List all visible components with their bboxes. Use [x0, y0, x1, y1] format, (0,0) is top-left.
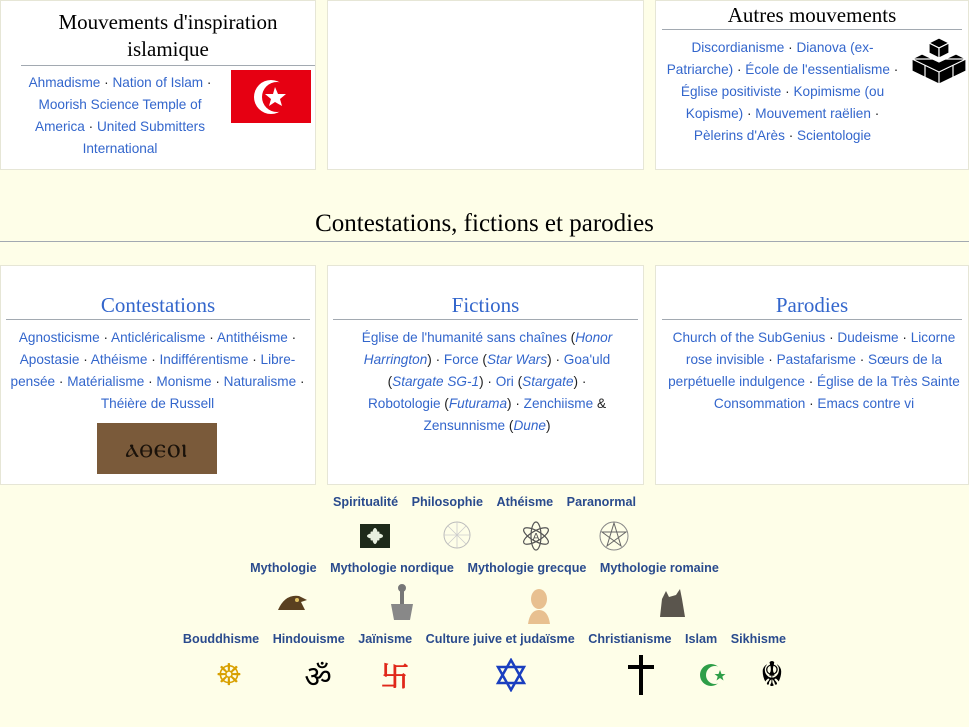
- link-zenchiisme[interactable]: Zenchiisme: [523, 396, 594, 411]
- link-scientologie[interactable]: Scientologie: [797, 128, 872, 143]
- star-of-david-icon[interactable]: [494, 658, 528, 692]
- link-apostasie[interactable]: Apostasie: [19, 352, 80, 367]
- link-agnosticisme[interactable]: Agnosticisme: [18, 330, 100, 345]
- contestations-links: Agnosticisme · Anticléricalisme · Antithéisme · Apostasie · Athéisme · Indifférentisme · Libre-pensée · Matérialisme · Monisme · Naturalisme · Théière de Russell: [10, 330, 305, 411]
- link-monisme[interactable]: Monisme: [156, 374, 212, 389]
- khanda-icon[interactable]: [754, 656, 790, 694]
- link-honor-harrington[interactable]: Honor Harrington: [363, 330, 613, 367]
- falcon-icon[interactable]: [275, 590, 309, 616]
- link-ecole-essentialisme[interactable]: École de l'essentialisme: [745, 62, 890, 77]
- link-indifferentisme[interactable]: Indifférentisme: [159, 352, 249, 367]
- portal-spiritualite[interactable]: Spiritualité: [333, 495, 399, 509]
- link-pelerins-ares[interactable]: Pèlerins d'Arès: [693, 128, 785, 143]
- greek-bust-icon[interactable]: [522, 586, 554, 624]
- om-icon[interactable]: [300, 658, 336, 695]
- portal-paranormal[interactable]: Paranormal: [566, 495, 636, 509]
- contestations-title[interactable]: Contestations: [6, 266, 310, 320]
- parodies-title[interactable]: Parodies: [662, 266, 962, 320]
- portal-bouddhisme[interactable]: Bouddhisme: [182, 632, 260, 646]
- link-zensunnisme[interactable]: Zensunnisme: [423, 418, 506, 433]
- portal-islam[interactable]: Islam: [685, 632, 718, 646]
- portal-mythologie-grecque[interactable]: Mythologie grecque: [467, 561, 587, 575]
- portal-hindouisme[interactable]: Hindouisme: [272, 632, 345, 646]
- portal-atheisme[interactable]: Athéisme: [496, 495, 554, 509]
- link-eglise-consommation[interactable]: Église de la Très Sainte Consommation: [713, 374, 960, 411]
- pentagram-icon[interactable]: [598, 520, 630, 552]
- islamic-links: Ahmadisme · Nation of Islam · Moorish Science Temple of America · United Submitters International: [28, 75, 212, 156]
- link-futurama[interactable]: Futurama: [448, 396, 508, 411]
- other-movements-box: [655, 0, 969, 170]
- link-moorish-science[interactable]: Moorish Science Temple of America: [35, 97, 202, 134]
- link-dianova[interactable]: Dianova (ex-Patriarche): [666, 40, 874, 77]
- parodies-links: Church of the SubGenius · Dudeisme · Licorne rose invisible · Pastafarisme · Sœurs de la perpétuelle indulgence · Église de la Très Sainte Consommation · Emacs contre vi: [668, 330, 960, 411]
- link-force[interactable]: Force: [443, 352, 479, 367]
- portal-jainisme[interactable]: Jaïnisme: [358, 632, 413, 646]
- portal-philosophie[interactable]: Philosophie: [411, 495, 483, 509]
- link-ahmadisme[interactable]: Ahmadisme: [28, 75, 101, 90]
- other-links: Discordianisme · Dianova (ex-Patriarche) · École de l'essentialisme · Église positiviste · Kopimisme (ou Kopisme) · Mouvement raëlien · Pèlerins d'Arès · Scientologie: [666, 40, 899, 143]
- link-atheisme[interactable]: Athéisme: [90, 352, 148, 367]
- portal-row-1: [0, 495, 969, 509]
- islamic-movements-box: [0, 0, 316, 170]
- link-anticlericalisme[interactable]: Anticléricalisme: [111, 330, 206, 345]
- link-robotologie[interactable]: Robotologie: [367, 396, 441, 411]
- om-glyph: ॐ: [304, 659, 332, 695]
- link-star-wars[interactable]: Star Wars: [486, 352, 548, 367]
- crescent-star-icon[interactable]: [698, 660, 728, 690]
- link-discordianisme[interactable]: Discordianisme: [691, 40, 785, 55]
- swastika-glyph: 卐: [380, 660, 409, 693]
- link-eglise-positiviste[interactable]: Église positiviste: [680, 84, 782, 99]
- link-united-submitters[interactable]: United Submitters International: [82, 119, 205, 156]
- fictions-title[interactable]: Fictions: [333, 266, 638, 320]
- fictions-links: Église de l'humanité sans chaînes (Honor Harrington) · Force (Star Wars) · Goa'uld (Stargate SG-1) · Ori (Stargate) · Robotologie (Futurama) · Zenchiisme & Zensunnisme (Dune): [361, 330, 613, 433]
- contestations-box: [0, 265, 316, 485]
- link-theiere-russell[interactable]: Théière de Russell: [100, 396, 215, 411]
- link-naturalisme[interactable]: Naturalisme: [223, 374, 297, 389]
- link-kopimisme[interactable]: Kopimisme (ou Kopisme): [685, 84, 885, 121]
- papyrus-inscription-text: ⲁⲑⲉⲟⲓ: [125, 432, 189, 464]
- link-stargate[interactable]: Stargate: [522, 374, 574, 389]
- dharma-wheel-icon[interactable]: [212, 658, 246, 692]
- link-materialisme[interactable]: Matérialisme: [67, 374, 145, 389]
- other-movements-title: Autres mouvements: [662, 1, 962, 30]
- link-goauld[interactable]: Goa'uld: [563, 352, 611, 367]
- portal-row-2: [0, 561, 969, 575]
- dharma-wheel-glyph: ☸: [215, 657, 243, 693]
- portal-mythologie-romaine[interactable]: Mythologie romaine: [599, 561, 719, 575]
- portal-row-3: [0, 632, 969, 646]
- section-title: Contestations, fictions et parodies: [0, 210, 969, 242]
- fictions-box: [327, 265, 644, 485]
- atheism-atom-icon[interactable]: [521, 519, 551, 553]
- cross-icon[interactable]: [624, 654, 658, 696]
- link-ori[interactable]: Ori: [495, 374, 514, 389]
- portal-mythologie[interactable]: Mythologie: [250, 561, 317, 575]
- link-licorne-rose[interactable]: Licorne rose invisible: [685, 330, 956, 367]
- link-soeurs-indulgence[interactable]: Sœurs de la perpétuelle indulgence: [668, 352, 943, 389]
- link-mouvement-raelien[interactable]: Mouvement raëlien: [755, 106, 871, 121]
- philosophy-icon[interactable]: [442, 520, 472, 550]
- empty-middle-box: [327, 0, 644, 170]
- link-libre-pensee[interactable]: Libre-pensée: [10, 352, 296, 389]
- link-pastafarisme[interactable]: Pastafarisme: [776, 352, 856, 367]
- link-antitheisme[interactable]: Antithéisme: [216, 330, 288, 345]
- swastika-icon[interactable]: [378, 658, 412, 692]
- blocks-icon[interactable]: [908, 34, 969, 96]
- roman-wolf-icon[interactable]: [656, 587, 688, 621]
- link-dudeisme[interactable]: Dudeisme: [837, 330, 899, 345]
- ampersand: &: [596, 396, 607, 411]
- khanda-glyph: ☬: [759, 655, 785, 695]
- portal-mythologie-nordique[interactable]: Mythologie nordique: [330, 561, 454, 575]
- portal-sikhisme[interactable]: Sikhisme: [730, 632, 787, 646]
- link-emacs-vi[interactable]: Emacs contre vi: [817, 396, 915, 411]
- portal-christianisme[interactable]: Christianisme: [588, 632, 672, 646]
- lotus-icon[interactable]: [360, 524, 390, 548]
- parodies-box: [655, 265, 969, 485]
- link-stargate-sg1[interactable]: Stargate SG-1: [392, 374, 480, 389]
- svg-text:A: A: [532, 532, 540, 543]
- link-church-subgenius[interactable]: Church of the SubGenius: [672, 330, 826, 345]
- papyrus-inscription-icon[interactable]: [97, 423, 217, 474]
- thor-hammer-icon[interactable]: [386, 584, 418, 624]
- link-dune[interactable]: Dune: [513, 418, 546, 433]
- nation-of-islam-flag-icon[interactable]: [231, 70, 311, 123]
- link-nation-of-islam[interactable]: Nation of Islam: [112, 75, 204, 90]
- islamic-movements-title: Mouvements d'inspiration islamique: [21, 1, 315, 66]
- link-eglise-humanite[interactable]: Église de l'humanité sans chaînes: [361, 330, 567, 345]
- portal-culture-juive[interactable]: Culture juive et judaïsme: [425, 632, 575, 646]
